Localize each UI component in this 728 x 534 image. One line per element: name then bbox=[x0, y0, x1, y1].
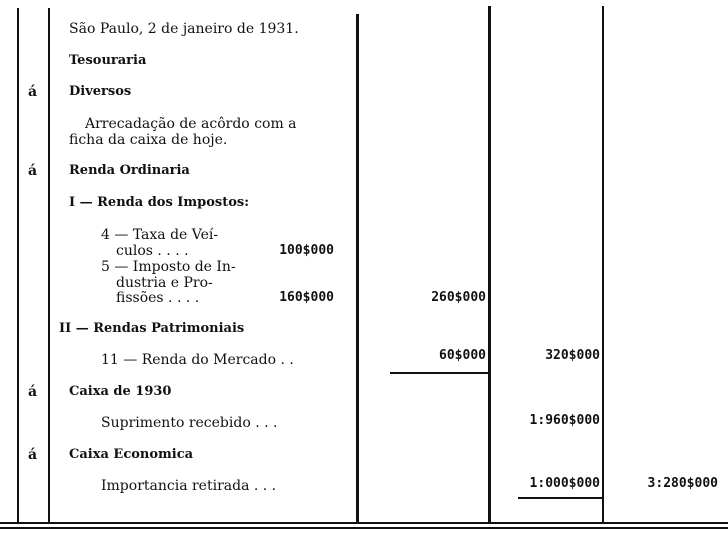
entry-prefix: á bbox=[28, 384, 38, 400]
entry-description: Suprimento recebido . . . bbox=[101, 415, 278, 431]
bottom-double-rule-1 bbox=[0, 522, 728, 524]
entry-prefix: á bbox=[28, 447, 38, 463]
ledger-date: São Paulo, 2 de janeiro de 1931. bbox=[69, 21, 299, 37]
group-heading: II — Rendas Patrimoniais bbox=[59, 321, 245, 336]
column-rule-2 bbox=[488, 6, 491, 524]
group-heading: I — Renda dos Impostos: bbox=[69, 195, 250, 210]
debit-account: Tesouraria bbox=[69, 53, 147, 68]
item-line: 11 — Renda do Mercado . . bbox=[101, 352, 294, 368]
entry-prefix: á bbox=[28, 163, 38, 179]
entry-prefix: á bbox=[28, 84, 38, 100]
left-margin-rule-outer bbox=[17, 8, 19, 524]
entry-description-line: ficha da caixa de hoje. bbox=[69, 132, 228, 148]
left-margin-rule-inner bbox=[48, 8, 50, 524]
item-amount: 160$000 bbox=[279, 290, 334, 305]
item-line: 4 — Taxa de Veí- bbox=[101, 227, 219, 243]
grand-total: 3:280$000 bbox=[647, 476, 718, 491]
group-subtotal: 260$000 bbox=[431, 290, 486, 305]
entry-amount: 1:960$000 bbox=[529, 413, 600, 428]
entry-account: Diversos bbox=[69, 84, 132, 99]
total-underline bbox=[518, 497, 604, 499]
entry-account: Renda Ordinaria bbox=[69, 163, 190, 178]
entry-account: Caixa de 1930 bbox=[69, 384, 172, 399]
entry-account: Caixa Economica bbox=[69, 447, 194, 462]
item-line: 5 — Imposto de In- bbox=[101, 259, 236, 275]
subtotal-underline bbox=[390, 372, 490, 374]
item-amount: 60$000 bbox=[439, 348, 486, 363]
entry-amount: 1:000$000 bbox=[529, 476, 600, 491]
entry-description-line: Arrecadação de acôrdo com a bbox=[85, 116, 297, 132]
entry-total: 320$000 bbox=[545, 348, 600, 363]
item-line: dustria e Pro- bbox=[116, 275, 213, 291]
item-line: culos . . . . bbox=[116, 243, 189, 259]
item-line: fissões . . . . bbox=[116, 290, 200, 306]
item-amount: 100$000 bbox=[279, 243, 334, 258]
bottom-double-rule-2 bbox=[0, 527, 728, 529]
column-rule-1 bbox=[356, 14, 359, 524]
entry-description: Importancia retirada . . . bbox=[101, 478, 277, 494]
column-rule-3 bbox=[602, 6, 604, 524]
